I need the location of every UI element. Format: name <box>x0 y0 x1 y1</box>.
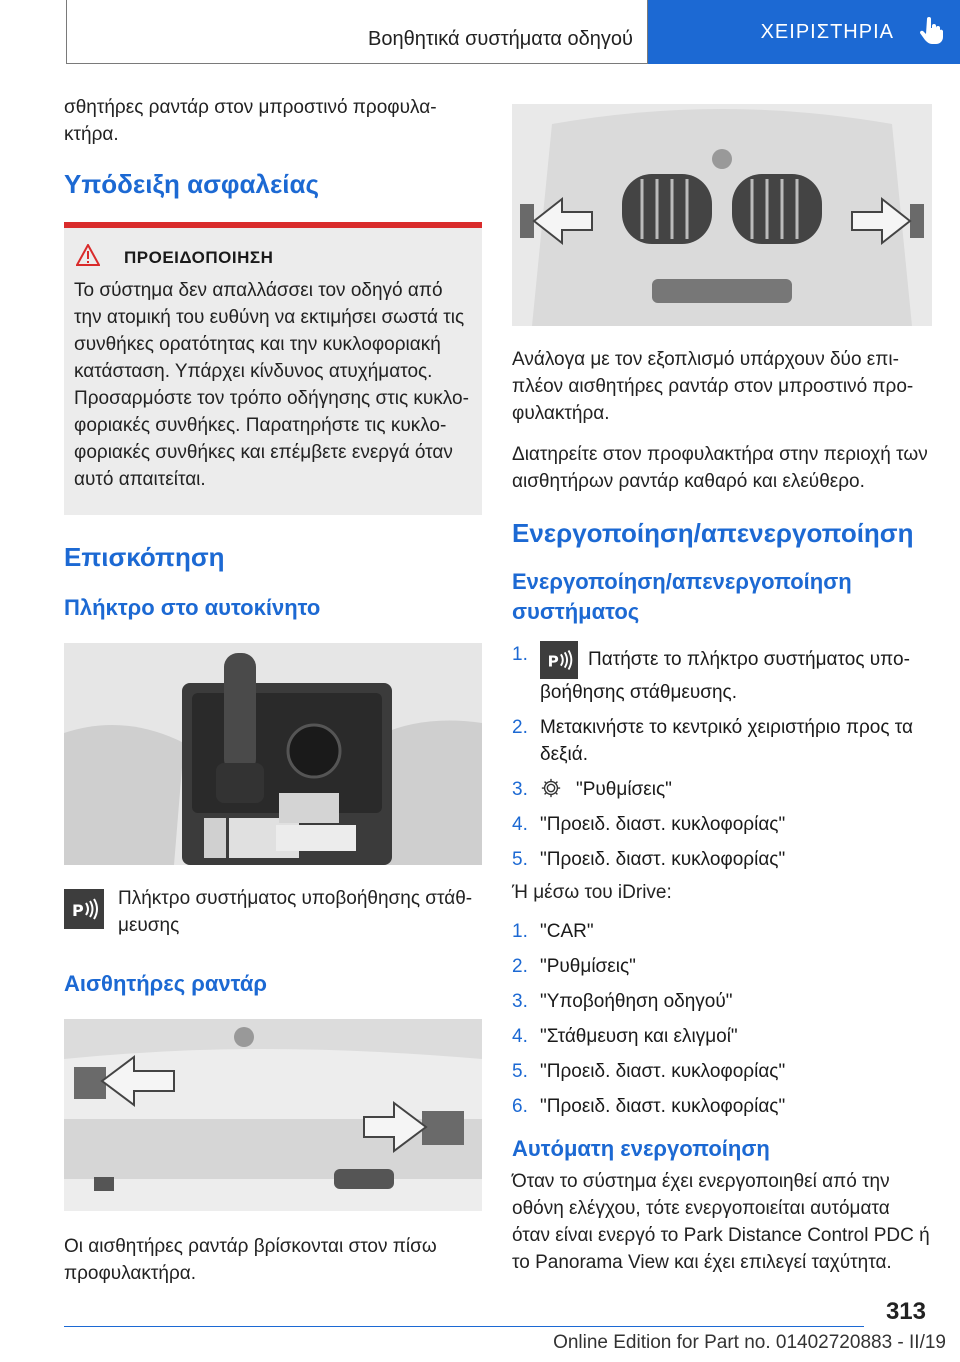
step-text: "Υποβοήθηση οδηγού" <box>540 991 733 1012</box>
system-heading: Ενεργοποίηση/απενεργοποίηση συστήματος <box>512 569 852 624</box>
step-number: 2. <box>512 717 528 738</box>
steps-list-a <box>512 641 932 873</box>
step-text: "Προειδ. διαστ. κυκλοφορίας" <box>540 1061 786 1082</box>
tab-controls-label: ΧΕΙΡΙΣΤΗΡΙΑ <box>760 20 894 43</box>
warning-header <box>74 244 472 271</box>
step-label: "Ρυθμίσεις" <box>576 779 672 800</box>
front-caption: Ανάλογα με τον εξοπλισμό υπάρχουν δύο επιπλέον αισθητήρες ραντάρ στον μπροστινό προφυλακτήρα. <box>512 349 914 424</box>
step-number: 5. <box>512 1061 528 1082</box>
auto-heading: Αυτόματη ενεργοποίηση <box>512 1136 770 1161</box>
list-item <box>512 1058 932 1085</box>
list-item <box>512 776 932 803</box>
step-text: "Προειδ. διαστ. κυκλοφορίας" <box>540 1096 786 1117</box>
step-text: "Ρυθμίσεις" <box>540 956 636 977</box>
list-item <box>512 953 932 980</box>
step-text: "Στάθμευση και ελιγμοί" <box>540 1026 738 1047</box>
step-number: 3. <box>512 991 528 1012</box>
left-column <box>64 94 482 1287</box>
step-number: 1. <box>512 921 528 942</box>
intro-text: σθητήρες ραντάρ στον μπροστινό προφυλακτήρα. <box>64 97 437 145</box>
tab-controls[interactable] <box>648 0 960 64</box>
step-label: Πατήστε το πλήκτρο συστήματος υποβοήθησης στάθμευσης. <box>540 649 910 703</box>
warning-block <box>64 222 482 515</box>
page-number: 313 <box>885 1298 926 1325</box>
right-column <box>512 94 932 1276</box>
step-number: 1. <box>512 644 528 665</box>
footer-divider <box>64 1326 864 1327</box>
header-frame <box>66 0 648 64</box>
step-text: "Προειδ. διαστ. κυκλοφορίας" <box>540 814 786 835</box>
console-photo <box>64 643 482 865</box>
front-bumper-photo <box>512 104 932 326</box>
warning-title: ΠΡΟΕΙΔΟΠΟΙΗΣΗ <box>124 247 274 267</box>
step-text: Μετακινήστε το κεντρικό χειριστήριο προς τα δεξιά. <box>540 717 913 765</box>
svg-text:P: P <box>547 652 559 671</box>
section-title: Βοηθητικά συστήματα οδηγού <box>368 28 633 50</box>
list-item <box>512 846 932 873</box>
step-number: 3. <box>512 779 528 800</box>
overview-heading: Επισκόπηση <box>64 542 225 572</box>
button-caption-row <box>64 885 482 939</box>
warning-text: Το σύστημα δεν απαλλάσσει τον οδηγό από την ατομική του ευθύνη να εκτιμήσει σωστά τις συνθήκες ορατότητας και την κυκλοφοριακή κατάσταση. Υπάρχει κίνδυνος ατυχήματος. Προσαρμόστε τον τρόπο οδήγησης στις κυκλοφοριακές συνθήκες. Παρατηρήστε τις κυκλοφοριακές συνθήκες και επέμβετε ενεργά όταν αυτό απαιτείται. <box>74 280 469 490</box>
step-text <box>540 776 932 803</box>
button-caption: Πλήκτρο συστήματος υποβοήθησης στάθμευσης <box>118 888 473 936</box>
step-number: 4. <box>512 1026 528 1047</box>
svg-text:P: P <box>72 901 84 920</box>
edition-text: Online Edition for Part no. 01402720883 - II/19 <box>553 1332 946 1353</box>
step-number: 6. <box>512 1096 528 1117</box>
step-number: 2. <box>512 956 528 977</box>
sensors-heading: Αισθητήρες ραντάρ <box>64 971 267 996</box>
step-text <box>540 641 932 706</box>
safety-heading: Υπόδειξη ασφαλείας <box>64 169 320 199</box>
button-heading: Πλήκτρο στο αυτοκίνητο <box>64 595 321 620</box>
list-item <box>512 988 932 1015</box>
via-idrive-text: Ή μέσω του iDrive: <box>512 882 672 903</box>
gear-icon <box>540 777 562 799</box>
step-number: 5. <box>512 849 528 870</box>
list-item <box>512 811 932 838</box>
list-item <box>512 1093 932 1120</box>
warning-box <box>64 228 482 515</box>
parking-sensor-button-icon <box>540 641 578 679</box>
list-item <box>512 1023 932 1050</box>
list-item <box>512 714 932 768</box>
keep-clean-text: Διατηρείτε στον προφυλακτήρα στην περιοχή των αισθητήρων ραντάρ καθαρό και ελεύθερο. <box>512 444 928 492</box>
rear-caption: Οι αισθητήρες ραντάρ βρίσκονται στον πίσω προφυλακτήρα. <box>64 1236 437 1284</box>
activation-heading: Ενεργοποίηση/απενεργοποίηση <box>512 518 914 548</box>
warning-triangle-icon <box>74 244 124 271</box>
list-item <box>512 641 932 706</box>
hand-pointer-icon <box>916 15 946 50</box>
parking-sensor-button-icon <box>64 889 104 929</box>
rear-bumper-photo <box>64 1019 482 1211</box>
auto-text: Όταν το σύστημα έχει ενεργοποιηθεί από την οθόνη ελέγχου, τότε ενεργοποιείται αυτόματα όταν είναι ενεργό το Park Distance Control PDC ή το Panorama View και έχει επιλεγεί ταχύτητα. <box>512 1171 930 1273</box>
step-number: 4. <box>512 814 528 835</box>
list-item <box>512 918 932 945</box>
step-text: "CAR" <box>540 921 594 942</box>
steps-list-b <box>512 918 932 1120</box>
step-text: "Προειδ. διαστ. κυκλοφορίας" <box>540 849 786 870</box>
